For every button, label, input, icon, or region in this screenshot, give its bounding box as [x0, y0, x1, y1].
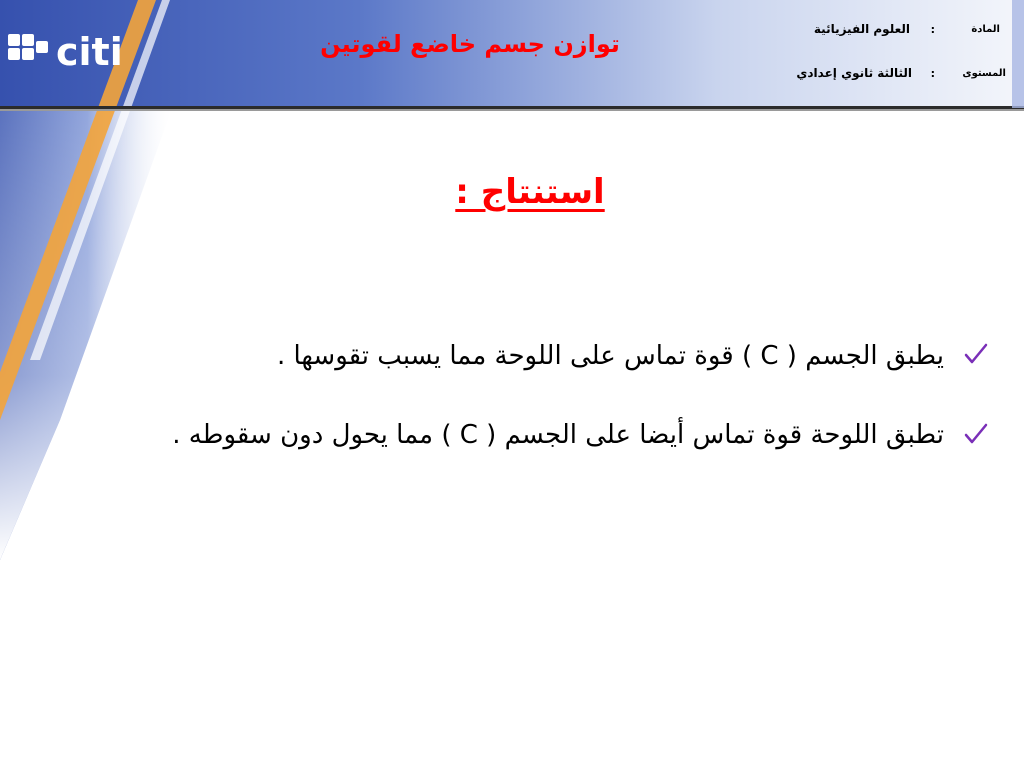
meta-subject-value: العلوم الفيزيائية: [813, 22, 910, 36]
meta-subject-label: المادة: [971, 24, 1000, 35]
checkmark-icon: [962, 420, 990, 448]
logo-wordmark: citi: [56, 30, 123, 74]
bullet-item: [150, 396, 990, 474]
meta-level-label: المستوى: [962, 68, 1006, 79]
bullet-text: يطبق الجسم ( C ) قوة تماس على اللوحة مما يسبب تقوسها .: [276, 341, 944, 371]
conclusion-heading: [380, 172, 680, 212]
bullet-text: تطبق اللوحة قوة تماس أيضا على الجسم ( C ) مما يحول دون سقوطه .: [172, 420, 944, 450]
meta-level-separator: :: [930, 67, 935, 80]
bullet-item: [150, 332, 990, 380]
conclusion-heading-text: استنتاج :: [455, 172, 605, 212]
bullet-list: [150, 332, 990, 498]
logo-squares-icon: [8, 34, 50, 62]
citi-logo: [8, 20, 123, 74]
slide-title: توازن جسم خاضع لقوتين: [320, 30, 620, 58]
meta-subject-separator: :: [930, 23, 935, 36]
meta-subject-row: [760, 22, 1010, 42]
checkmark-icon: [962, 340, 990, 368]
meta-level-row: [760, 66, 1010, 86]
meta-level-value: الثالثة ثانوي إعدادي: [796, 66, 912, 80]
